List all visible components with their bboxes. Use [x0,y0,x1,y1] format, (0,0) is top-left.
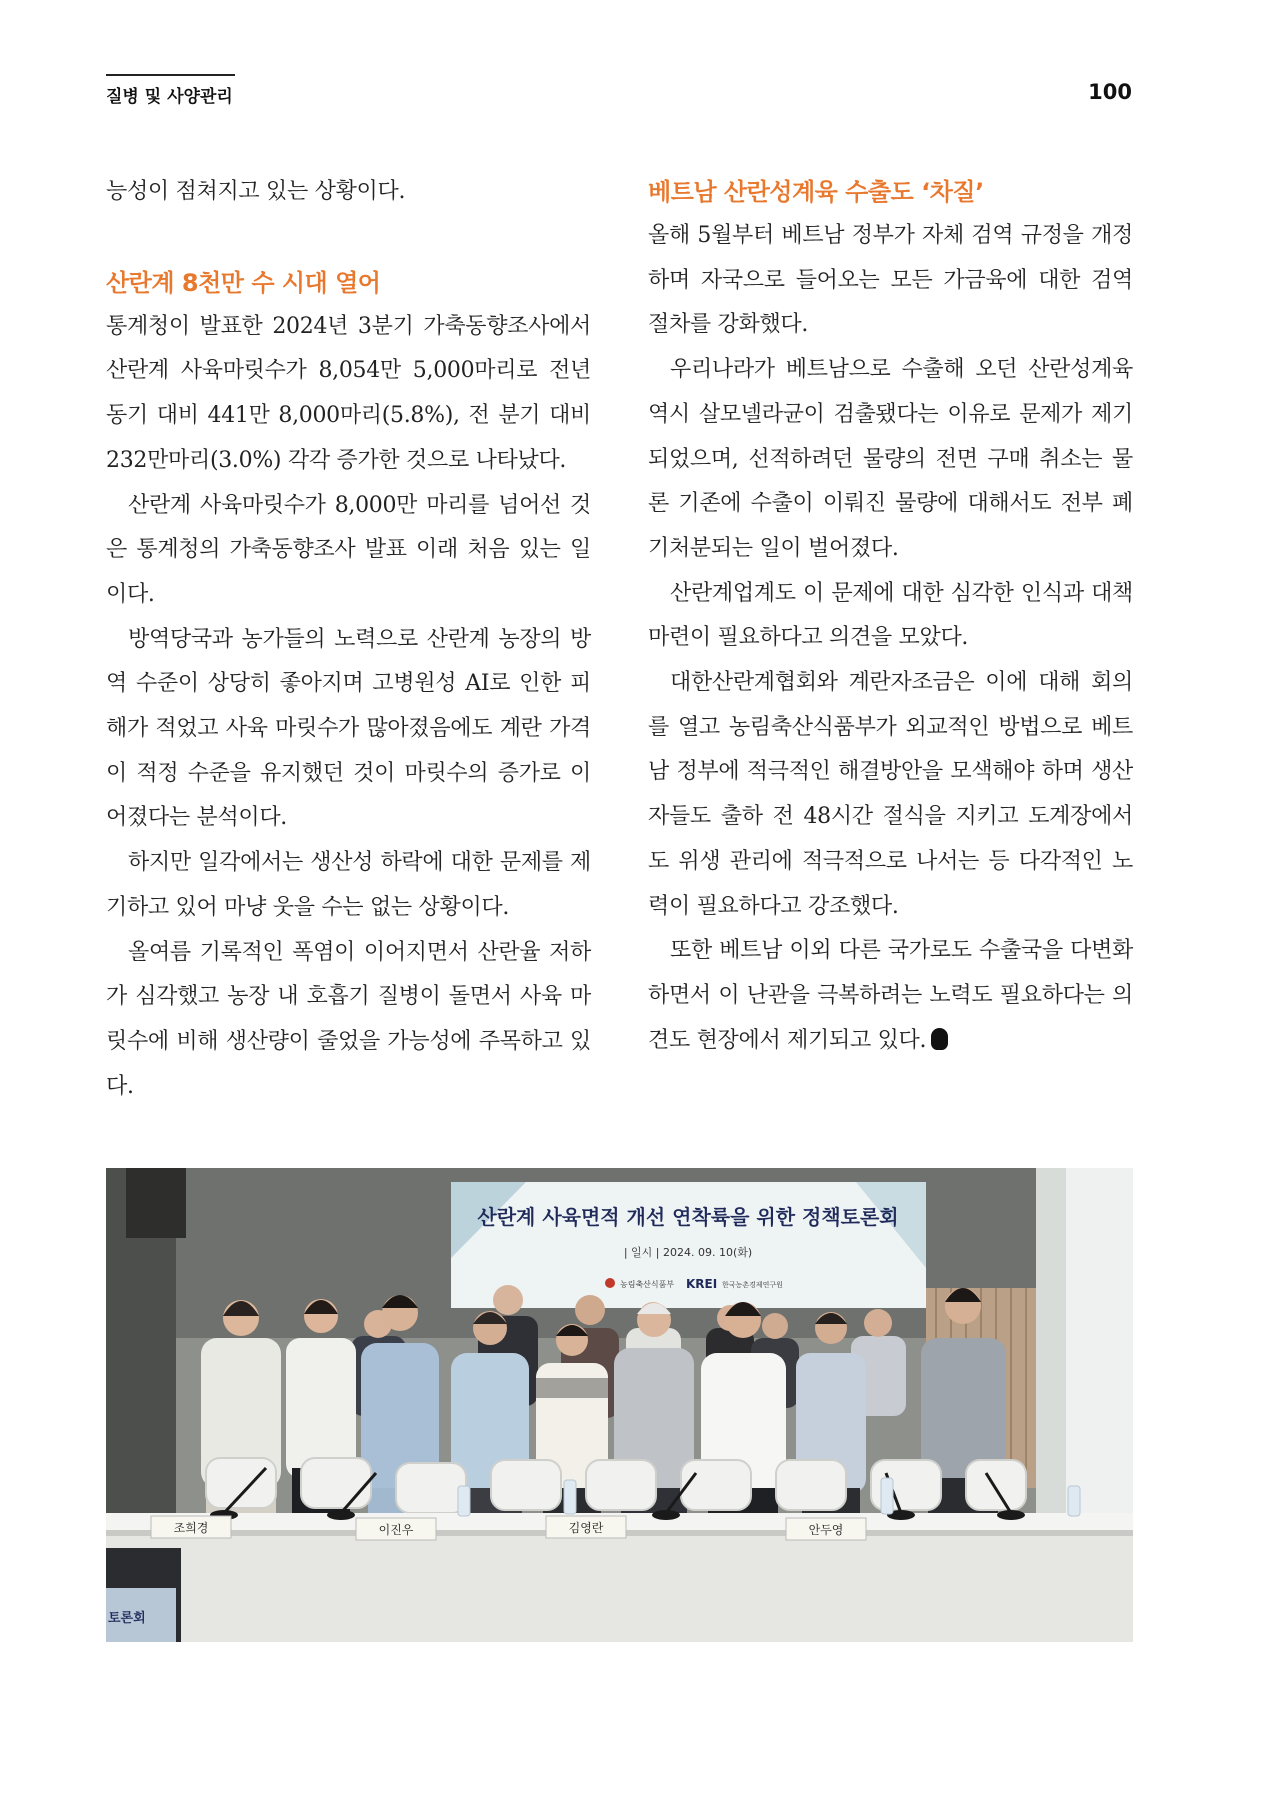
section-title: 질병 및 사양관리 [106,74,235,107]
paragraph-last [648,929,1133,1063]
paragraph: 능성이 점쳐지고 있는 상황이다. [106,179,406,204]
page-number: 100 [1088,80,1132,104]
nameplate-2: 이진우 [378,1523,414,1537]
banner-org-1: 농림축산식품부 [620,1280,675,1289]
section-heading: 산란계 8천만 수 시대 열어 [106,268,381,297]
paragraph: 올해 5월부터 베트남 정부가 자체 검역 규정을 개정하며 자국으로 들어오는 모든 가금육에 대한 검역 절차를 강화했다. [648,223,1133,338]
paragraph: 대한산란계협회와 계란자조금은 이에 대해 회의를 열고 농림축산식품부가 외교적인 방법으로 베트남 정부에 적극적인 해결방안을 모색해야 하며 생산자들도 출하 전 48시간 절식을 지키고 도계장에서도 위생 관리에 적극적으로 나서는 등 다각적인 노력이 필요하다고 강조했다. [648,670,1133,919]
banner-org-2: 한국농촌경제연구원 [722,1281,783,1289]
paragraph: 우리나라가 베트남으로 수출해 오던 산란성계육 역시 살모넬라균이 검출됐다는 이유로 문제가 제기되었으며, 선적하려던 물량의 전면 구매 취소는 물론 기존에 수출이 이뤄진 물량에 대해서도 전부 폐기처분되는 일이 벌어졌다. [648,357,1133,561]
paragraph: 산란계업계도 이 문제에 대한 심각한 인식과 대책 마련이 필요하다고 의견을 모았다. [648,580,1133,651]
paragraph-text: 또한 베트남 이외 다른 국가로도 수출국을 다변화하면서 이 난관을 극복하려는 노력도 필요하다는 의견도 현장에서 제기되고 있다. [648,938,1133,1053]
section-heading: 베트남 산란성계육 수출도 ‘차질’ [648,178,984,206]
banner-logo: KREI [686,1277,718,1291]
article-end-icon [931,1028,948,1050]
nameplate-4: 안두영 [808,1523,844,1537]
right-column [648,170,1133,1063]
banner-title: 산란계 사육면적 개선 연착륙을 위한 정책토론회 [477,1205,899,1229]
banner-date: | 일시 | 2024. 09. 10(화) [623,1246,753,1259]
screen-text: 토론회 [108,1611,146,1626]
paragraph: 통계청이 발표한 2024년 3분기 가축동향조사에서 산란계 사육마릿수가 8,054만 5,000마리로 전년 동기 대비 441만 8,000마리(5.8%), 전 분기 대비 232만마리(3.0%) 각각 증가한 것으로 나타났다. [106,313,591,473]
paragraph: 하지만 일각에서는 생산성 하락에 대한 문제를 제기하고 있어 마냥 웃을 수는 없는 상황이다. [106,850,591,920]
nameplate-3: 김영란 [568,1521,604,1535]
paragraph: 올여름 기록적인 폭염이 이어지면서 산란율 저하가 심각했고 농장 내 호흡기 질병이 돌면서 사육 마릿수에 비해 생산량이 줄었을 가능성에 주목하고 있다. [106,939,591,1099]
paragraph: 산란계 사육마릿수가 8,000만 마리를 넘어선 것은 통계청의 가축동향조사 발표 이래 처음 있는 일이다. [106,492,591,607]
paragraph: 방역당국과 농가들의 노력으로 산란계 농장의 방역 수준이 상당히 좋아지며 고병원성 AI로 인한 피해가 적었고 사육 마릿수가 많아졌음에도 계란 가격이 적정 수준을 유지했던 것이 마릿수의 증가로 이어졌다는 분석이다. [106,626,591,831]
event-photo [106,1168,1133,1642]
nameplate-1: 조희경 [173,1521,209,1535]
left-column [106,170,591,1109]
